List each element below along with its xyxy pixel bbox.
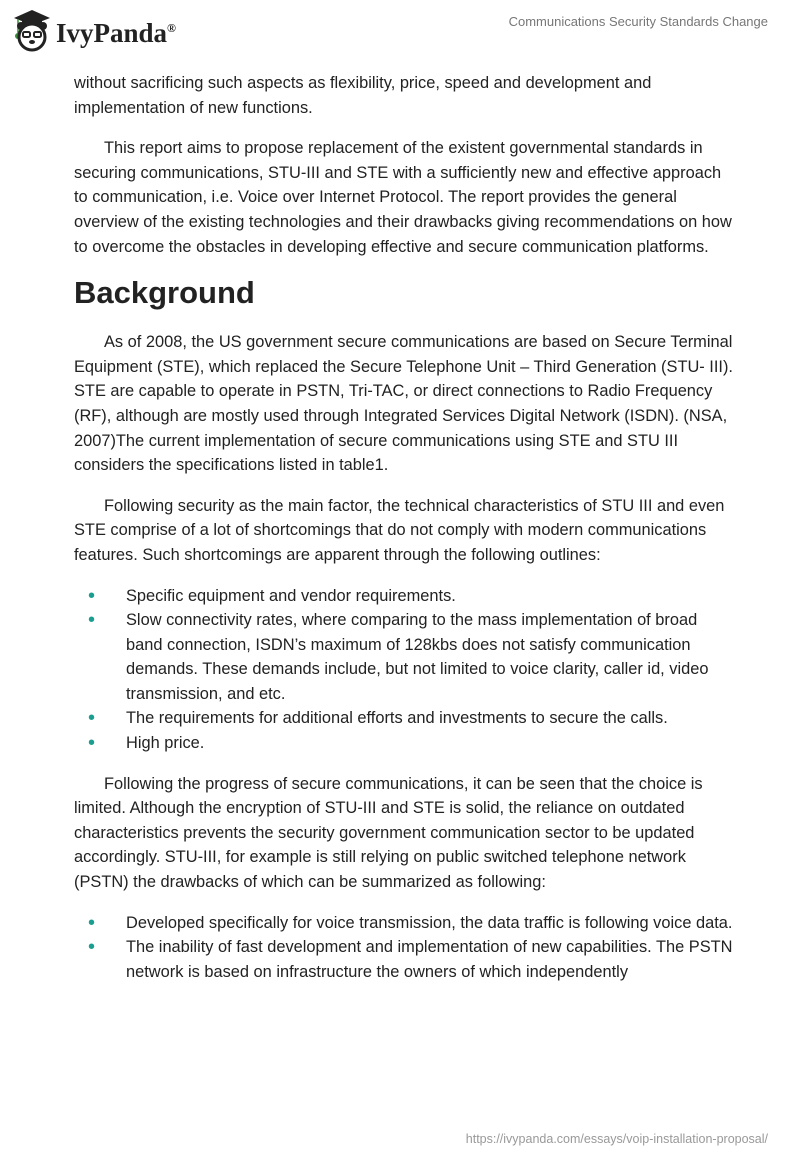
bullet-icon: • xyxy=(88,609,96,632)
list-item-text: High price. xyxy=(126,734,205,753)
section-heading: Background xyxy=(74,275,255,311)
paragraph: without sacrificing such aspects as flexibility, price, speed and development and implementation of new functions. xyxy=(74,74,652,117)
list-item xyxy=(88,706,734,731)
paragraph: This report aims to propose replacement of the existent governmental standards in securing communications, STU-III and STE with a sufficiently new and effective approach to communication, i.e. Voice over Internet Protocol. The report provides the general overview of the existing technologies and their drawbacks giving recommendations on how to overcome the obstacles in developing effective and secure communication platforms. xyxy=(74,139,732,256)
list-item xyxy=(88,731,734,756)
shortcomings-list xyxy=(74,584,734,756)
panda-logo-icon xyxy=(12,8,52,52)
bullet-icon: • xyxy=(88,707,96,730)
list-item-text: The inability of fast development and implementation of new capabilities. The PSTN network is based on infrastructure the owners of which independently xyxy=(126,938,733,981)
list-item-text: Developed specifically for voice transmission, the data traffic is following voice data. xyxy=(126,913,733,932)
bullet-icon: • xyxy=(88,911,96,934)
list-item-text: The requirements for additional efforts and investments to secure the calls. xyxy=(126,709,668,728)
list-item xyxy=(88,935,734,984)
list-item xyxy=(88,911,734,936)
page-header xyxy=(0,0,800,60)
essay-content xyxy=(74,71,734,1000)
ivypanda-logo[interactable] xyxy=(12,8,176,52)
logo-text: IvyPanda xyxy=(56,17,168,48)
bullet-icon: • xyxy=(88,936,96,959)
paragraph: Following security as the main factor, the technical characteristics of STU III and even STE comprise of a lot of shortcomings that do not comply with modern communications features. Such shortcomings are apparent through the following outlines: xyxy=(74,496,725,564)
paragraph: Following the progress of secure communications, it can be seen that the choice is limited. Although the encryption of STU-III and STE is solid, the reliance on outdated characteristics prevents the security government communication sector to be updated accordingly. STU-III, for example is still relying on public switched telephone network (PSTN) the drawbacks of which can be summarized as following: xyxy=(74,774,703,892)
bullet-icon: • xyxy=(88,732,96,755)
list-item-text: Specific equipment and vendor requirements. xyxy=(126,586,456,605)
document-title: Communications Security Standards Change xyxy=(508,14,768,29)
paragraph: As of 2008, the US government secure communications are based on Secure Terminal Equipment (STE), which replaced the Secure Telephone Unit – Third Generation (STU- III). STE are capable to operate in PSTN, Tri-TAC, or direct connections to Radio Frequency (RF), although are mostly used through Integrated Services Digital Network (ISDN). (NSA, 2007)The current implementation of secure communications using STE and STU III considers the specifications listed in table1. xyxy=(74,333,733,475)
list-item xyxy=(88,608,734,706)
pstn-drawbacks-list xyxy=(74,911,734,985)
list-item-text: Slow connectivity rates, where comparing to the mass implementation of broad band connection, ISDN’s maximum of 128kbs does not satisfy communication demands. These demands include, but not limited to voice clarity, caller id, video transmission, and etc. xyxy=(126,611,709,703)
list-item xyxy=(88,584,734,609)
registered-mark: ® xyxy=(167,20,177,35)
source-url[interactable]: https://ivypanda.com/essays/voip-installation-proposal/ xyxy=(465,1132,768,1146)
bullet-icon: • xyxy=(88,584,96,607)
